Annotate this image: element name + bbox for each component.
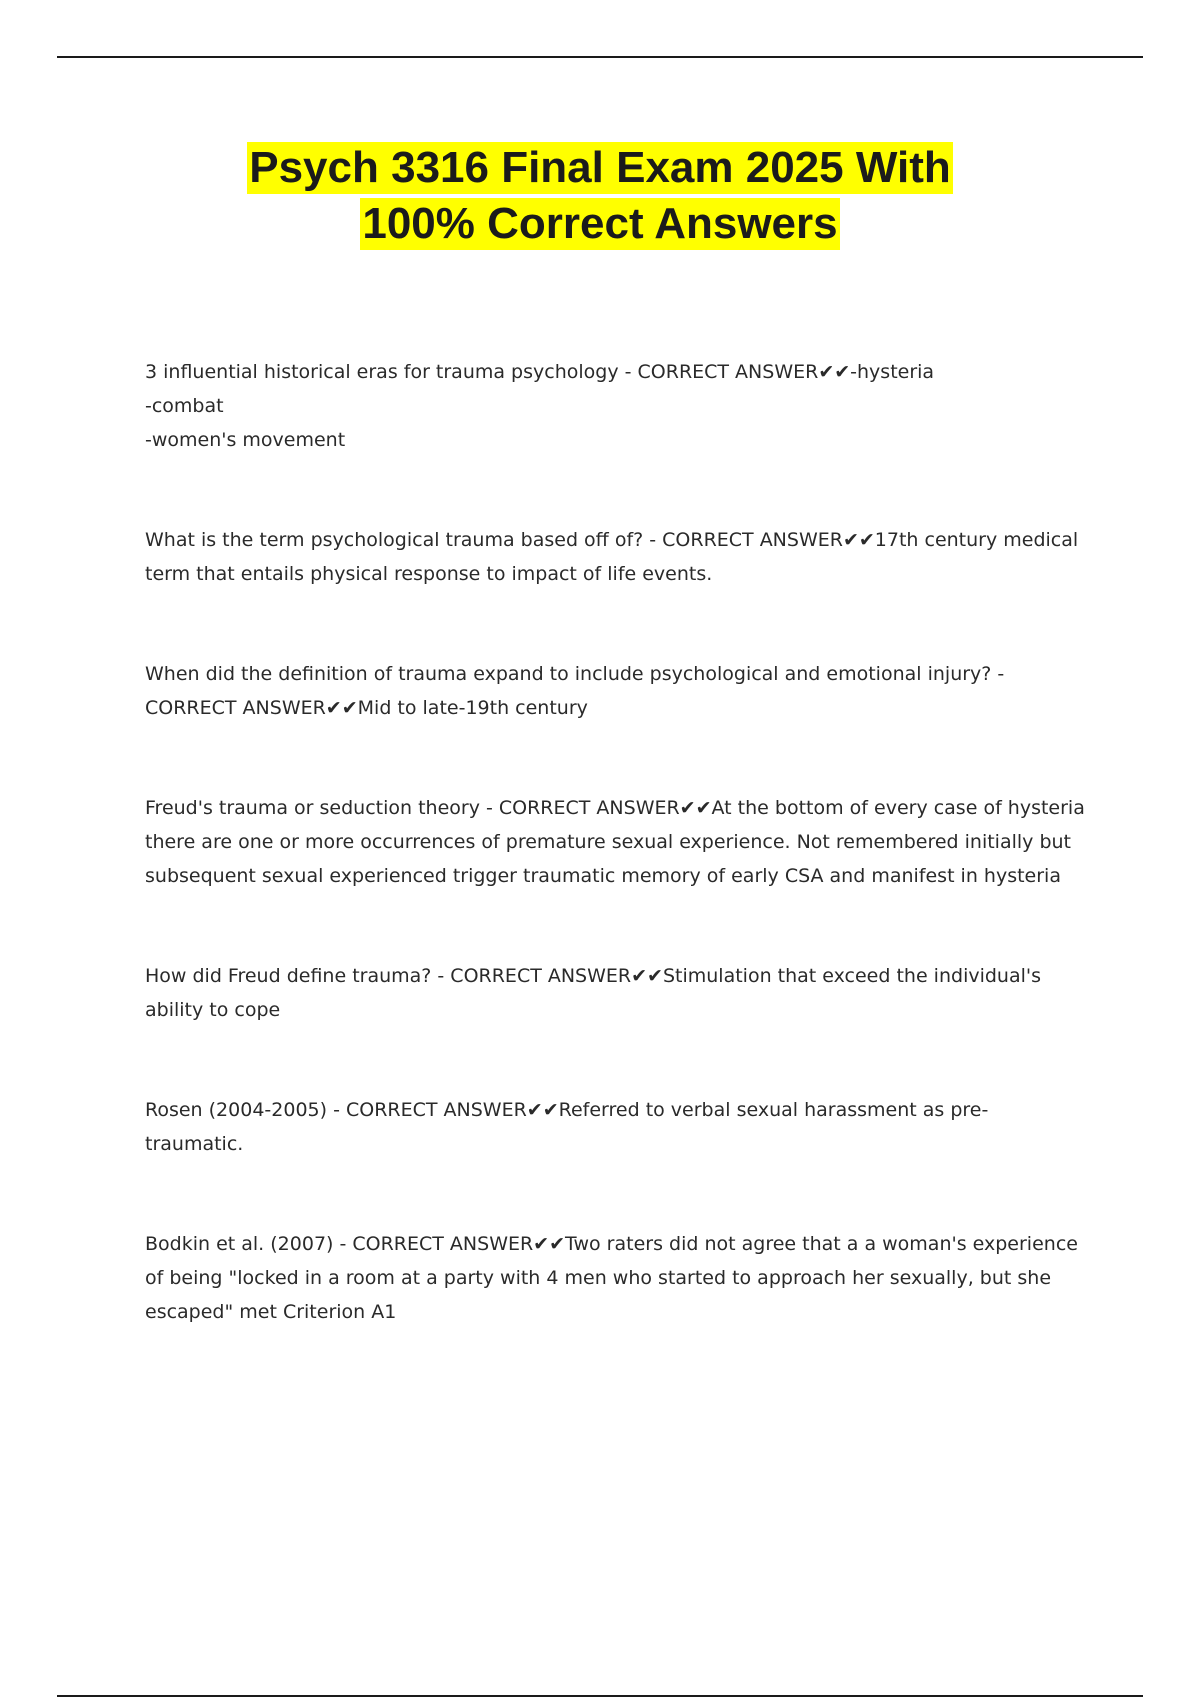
qa-item-2 xyxy=(145,523,1085,591)
qa-item-6 xyxy=(145,1093,1085,1161)
qa-list xyxy=(145,355,1085,1329)
qa-item-text: What is the term psychological trauma based off of? - CORRECT ANSWER✔✔17th century medical term that entails physical response to impact of life events. xyxy=(145,529,1079,585)
top-rule xyxy=(57,56,1143,58)
qa-item-3 xyxy=(145,657,1085,725)
qa-item-text: Bodkin et al. (2007) - CORRECT ANSWER✔✔Two raters did not agree that a a woman's experience of being "locked in a room at a party with 4 men who started to approach her sexually, but she escaped" met Criterion A1 xyxy=(145,1233,1078,1323)
qa-item-1 xyxy=(145,355,1085,457)
qa-item-text: 3 influential historical eras for trauma psychology - CORRECT ANSWER✔✔-hysteria xyxy=(145,361,935,383)
qa-item-text: Freud's trauma or seduction theory - CORRECT ANSWER✔✔At the bottom of every case of hysteria there are one or more occurrences of premature sexual experience. Not remembered initially but subsequent sexual experienced trigger traumatic memory of early CSA and manifest in hysteria xyxy=(145,797,1085,887)
qa-item-subline: -women's movement xyxy=(145,429,346,451)
qa-item-subline: -combat xyxy=(145,395,224,417)
qa-item-7 xyxy=(145,1227,1085,1329)
qa-item-text: When did the definition of trauma expand to include psychological and emotional injury? - CORRECT ANSWER✔✔Mid to late-19th century xyxy=(145,663,1005,719)
qa-item-text: Rosen (2004-2005) - CORRECT ANSWER✔✔Referred to verbal sexual harassment as pre-traumatic. xyxy=(145,1099,989,1155)
title-line-2: 100% Correct Answers xyxy=(362,199,838,248)
qa-item-text: How did Freud define trauma? - CORRECT ANSWER✔✔Stimulation that exceed the individual's ability to cope xyxy=(145,965,1042,1021)
qa-item-4 xyxy=(145,791,1085,893)
title-line-1: Psych 3316 Final Exam 2025 With xyxy=(249,143,951,192)
bottom-rule xyxy=(57,1695,1143,1697)
qa-item-5 xyxy=(145,959,1085,1027)
document-title xyxy=(0,142,1200,254)
